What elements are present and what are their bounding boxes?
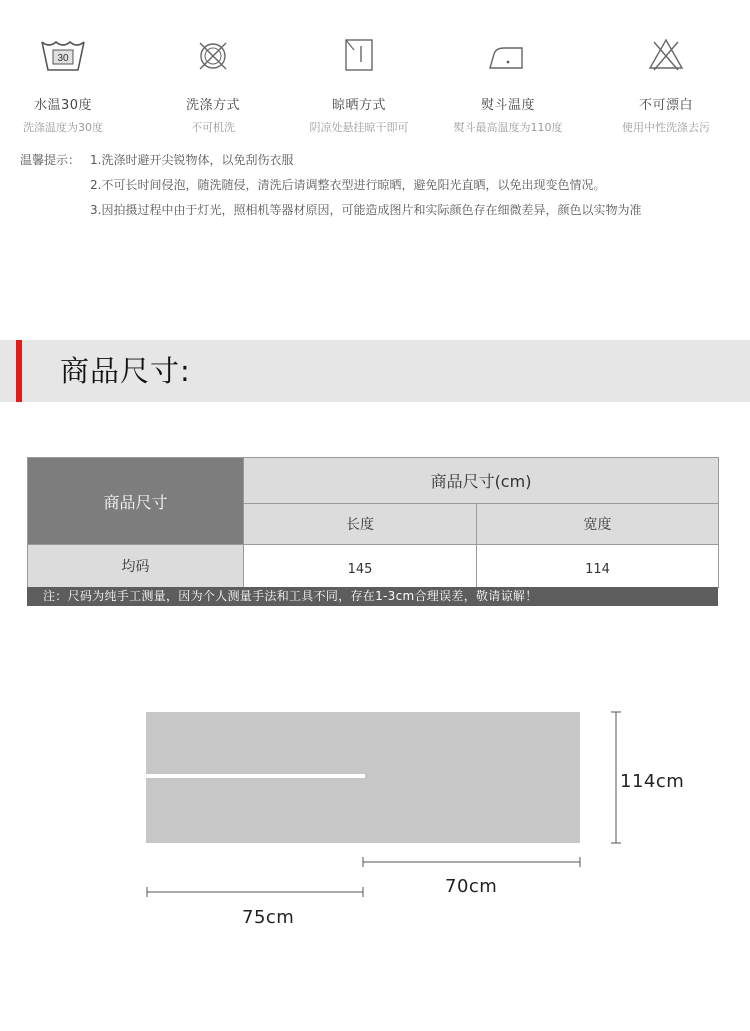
care-title: 晾晒方式 <box>331 98 386 113</box>
tips-label: 温馨提示： <box>20 153 81 167</box>
care-title: 洗涤方式 <box>185 98 240 113</box>
care-title: 水温30度 <box>33 98 93 113</box>
width-value-cell: 114 <box>477 545 719 588</box>
care-sub: 不可机洗 <box>191 121 235 134</box>
care-sub: 洗涤温度为30度 <box>23 121 103 134</box>
group-header-cell: 商品尺寸(cm) <box>244 458 719 504</box>
length-value-cell: 145 <box>244 545 477 588</box>
tip-text: 2.不可长时间侵泡，随洗随侵，清洗后请调整衣型进行晾晒，避免阳光直晒，以免出现变色情况。 <box>90 178 606 192</box>
right-width-dimension-label: 70cm <box>445 876 498 897</box>
length-header-cell: 长度 <box>244 503 477 544</box>
wash-temp-value: 30 <box>57 53 69 64</box>
section-title: 商品尺寸: <box>60 354 191 388</box>
care-sub: 熨斗最高温度为110度 <box>453 121 563 134</box>
row-header-cell: 商品尺寸 <box>28 458 244 545</box>
tip-text: 3.因拍摄过程中由于灯光，照相机等器材原因，可能造成图片和实际颜色存在细微差异，颜色以实物为准 <box>90 203 642 217</box>
measurement-note: 注：尺码为纯手工测量，因为个人测量手法和工具不同，存在1-3cm合理误差，敬请谅解！ <box>27 587 718 606</box>
size-cell: 均码 <box>28 545 244 588</box>
left-width-dimension-label: 75cm <box>242 907 295 928</box>
width-header-cell: 宽度 <box>477 503 719 544</box>
care-sub: 阴凉处悬挂晾干即可 <box>309 121 409 134</box>
height-dimension-label: 114cm <box>620 771 685 792</box>
care-title: 熨斗温度 <box>480 98 535 113</box>
care-sub: 使用中性洗涤去污 <box>622 121 710 134</box>
care-title: 不可漂白 <box>638 98 693 113</box>
tip-text: 1.洗涤时避开尖锐物体，以免刮伤衣服 <box>90 153 294 167</box>
